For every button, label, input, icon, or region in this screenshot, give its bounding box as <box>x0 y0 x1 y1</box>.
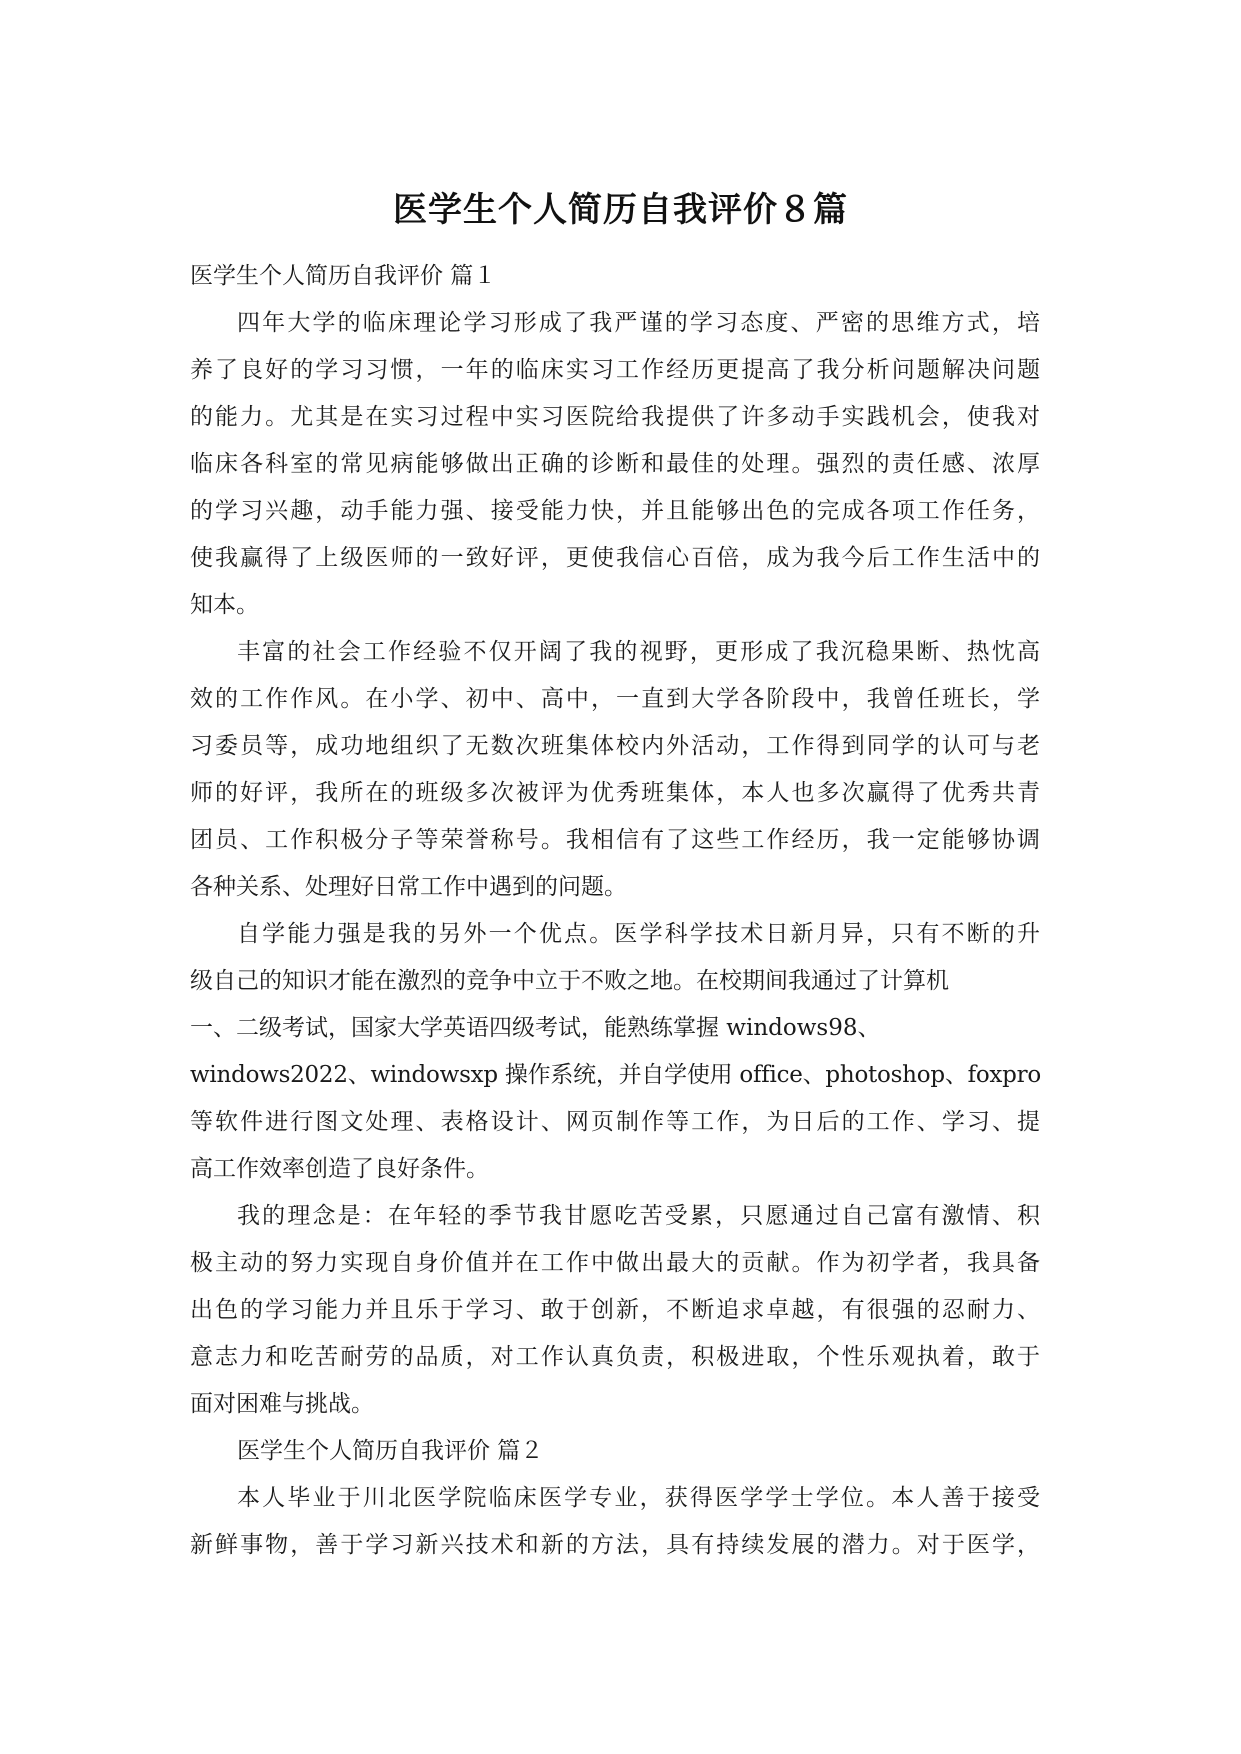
section-heading: 医学生个人简历自我评价 篇１ <box>190 263 497 289</box>
paragraph-line: 自学能力强是我的另外一个优点。医学科学技术日新月异，只有不断的升 <box>237 921 1040 947</box>
paragraph-line: 习委员等，成功地组织了无数次班集体校内外活动，工作得到同学的认可与老 <box>190 733 1040 759</box>
paragraph-line: 知本。 <box>190 592 259 618</box>
paragraph-line: 各种关系、处理好日常工作中遇到的问题。 <box>190 874 627 900</box>
paragraph-line: 临床各科室的常见病能够做出正确的诊断和最佳的处理。强烈的责任感、浓厚 <box>190 451 1040 477</box>
paragraph-line: 团员、工作积极分子等荣誉称号。我相信有了这些工作经历，我一定能够协调 <box>190 827 1040 853</box>
paragraph-line: 养了良好的学习习惯，一年的临床实习工作经历更提高了我分析问题解决问题 <box>190 357 1040 383</box>
paragraph-line: 出色的学习能力并且乐于学习、敢于创新，不断追求卓越，有很强的忍耐力、 <box>190 1297 1040 1323</box>
paragraph-line: 的学习兴趣，动手能力强、接受能力快，并且能够出色的完成各项工作任务， <box>190 498 1040 524</box>
paragraph-line: 极主动的努力实现自身价值并在工作中做出最大的贡献。作为初学者，我具备 <box>190 1250 1040 1276</box>
paragraph-line: 师的好评，我所在的班级多次被评为优秀班集体，本人也多次赢得了优秀共青 <box>190 780 1040 806</box>
paragraph-line: 等软件进行图文处理、表格设计、网页制作等工作，为日后的工作、学习、提 <box>190 1109 1040 1135</box>
paragraph-line: 新鲜事物，善于学习新兴技术和新的方法，具有持续发展的潜力。对于医学， <box>190 1532 1040 1558</box>
paragraph-line: 面对困难与挑战。 <box>190 1391 374 1417</box>
paragraph-line: 使我赢得了上级医师的一致好评，更使我信心百倍，成为我今后工作生活中的 <box>190 545 1040 571</box>
paragraph-line: 意志力和吃苦耐劳的品质，对工作认真负责，积极进取，个性乐观执着，敢于 <box>190 1344 1040 1370</box>
paragraph-line: 本人毕业于川北医学院临床医学专业，获得医学学士学位。本人善于接受 <box>237 1485 1040 1511</box>
paragraph-line: 一、二级考试，国家大学英语四级考试，能熟练掌握 windows98、 <box>190 1015 881 1041</box>
document-body <box>190 253 1040 1569</box>
paragraph-line: windows2022、windowsxp 操作系统，并自学使用 office、photoshop、foxpro <box>190 1062 1041 1088</box>
paragraph-line: 我的理念是：在年轻的季节我甘愿吃苦受累，只愿通过自己富有激情、积 <box>237 1203 1040 1229</box>
paragraph-line: 高工作效率创造了良好条件。 <box>190 1156 489 1182</box>
section-heading: 医学生个人简历自我评价 篇２ <box>237 1438 544 1464</box>
paragraph-line: 效的工作作风。在小学、初中、高中，一直到大学各阶段中，我曾任班长，学 <box>190 686 1040 712</box>
document-title: 医学生个人简历自我评价８篇 <box>393 190 848 230</box>
paragraph-line: 四年大学的临床理论学习形成了我严谨的学习态度、严密的思维方式，培 <box>237 310 1040 336</box>
paragraph-line: 级自己的知识才能在激烈的竞争中立于不败之地。在校期间我通过了计算机 <box>190 968 949 994</box>
paragraph-line: 的能力。尤其是在实习过程中实习医院给我提供了许多动手实践机会，使我对 <box>190 404 1040 430</box>
paragraph-line: 丰富的社会工作经验不仅开阔了我的视野，更形成了我沉稳果断、热忱高 <box>237 639 1040 665</box>
